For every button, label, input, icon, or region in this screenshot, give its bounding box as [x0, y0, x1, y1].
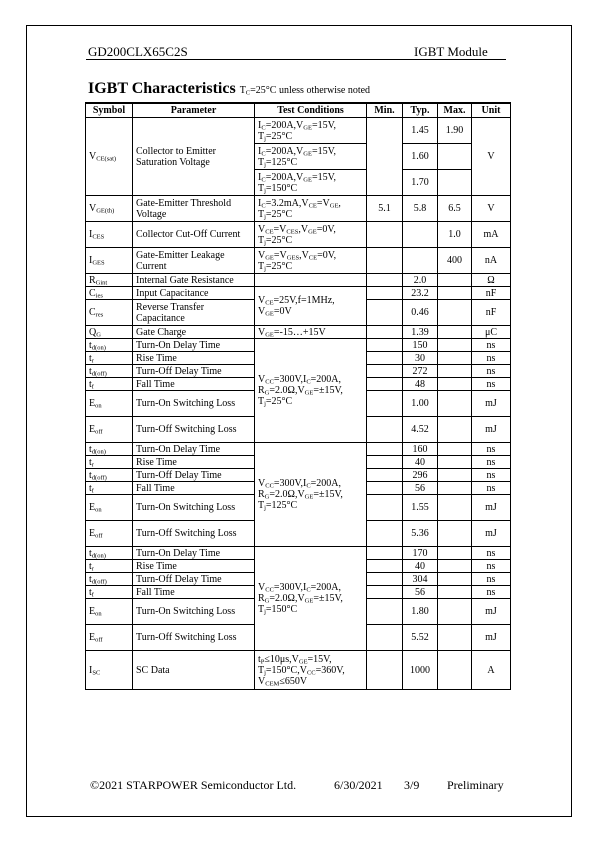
cell-typ: 40 — [403, 560, 438, 573]
cell-max — [438, 469, 472, 482]
cell-symbol: $E_{off}$ — [86, 417, 133, 443]
cell-parameter: SC Data — [133, 651, 255, 690]
cell-condition: $V_{CC}=300V,I_C=200A$, $R_G=2.0\Omega,V_{GE}=\pm 15V$, $T_j=125^\circ C$ — [255, 443, 367, 547]
footer-page-number: 3/9 — [404, 778, 420, 792]
cell-unit: mJ — [472, 521, 511, 547]
cell-symbol: $t_{d(off)}$ — [86, 469, 133, 482]
cell-min — [367, 443, 403, 456]
cell-typ: 1.70 — [403, 170, 438, 196]
cell-parameter: Collector Cut-Off Current — [133, 222, 255, 248]
table-row — [86, 248, 511, 274]
cell-min — [367, 482, 403, 495]
cell-max — [438, 287, 472, 300]
cell-parameter: Fall Time — [133, 378, 255, 391]
cell-condition: $I_C=200A,V_{GE}=15V$, $T_j=150^\circ C$ — [255, 170, 367, 196]
cell-min — [367, 352, 403, 365]
cell-typ: 150 — [403, 339, 438, 352]
cell-typ: 304 — [403, 573, 438, 586]
header-typ: Typ. — [403, 103, 438, 118]
cell-max — [438, 547, 472, 560]
cell-max — [438, 443, 472, 456]
table-row — [86, 651, 511, 690]
table-row — [86, 547, 511, 560]
cell-parameter: Rise Time — [133, 560, 255, 573]
cell-min — [367, 326, 403, 339]
cell-typ: 272 — [403, 365, 438, 378]
cell-typ: 296 — [403, 469, 438, 482]
table-header-row — [86, 103, 511, 118]
cell-parameter: Fall Time — [133, 482, 255, 495]
cell-typ: 170 — [403, 547, 438, 560]
cell-min — [367, 222, 403, 248]
cell-max — [438, 651, 472, 690]
cell-max — [438, 625, 472, 651]
cell-max — [438, 417, 472, 443]
cell-min — [367, 573, 403, 586]
cell-max — [438, 378, 472, 391]
cell-min — [367, 586, 403, 599]
cell-typ: 56 — [403, 586, 438, 599]
cell-parameter: Rise Time — [133, 456, 255, 469]
cell-max — [438, 482, 472, 495]
cell-min — [367, 300, 403, 326]
cell-min — [367, 651, 403, 690]
cell-unit: ns — [472, 456, 511, 469]
section-title-main: IGBT Characteristics — [88, 80, 236, 97]
cell-typ: 5.52 — [403, 625, 438, 651]
cell-condition — [255, 274, 367, 287]
cell-max — [438, 326, 472, 339]
cell-typ: 1.00 — [403, 391, 438, 417]
cell-symbol: $t_r$ — [86, 560, 133, 573]
cell-condition: $V_{GE}=-15\dots+15V$ — [255, 326, 367, 339]
cell-symbol: $t_{d(on)}$ — [86, 339, 133, 352]
cell-min — [367, 560, 403, 573]
cell-max: 1.0 — [438, 222, 472, 248]
cell-min — [367, 456, 403, 469]
cell-min — [367, 417, 403, 443]
cell-max — [438, 586, 472, 599]
cell-max: 1.90 — [438, 118, 472, 144]
cell-min — [367, 469, 403, 482]
cell-max — [438, 144, 472, 170]
cell-condition: $I_C=3.2mA,V_{CE}=V_{GE}$, $T_j=25^\circ C$ — [255, 196, 367, 222]
cell-symbol: $I_{SC}$ — [86, 651, 133, 690]
cell-typ: 4.52 — [403, 417, 438, 443]
cell-parameter: Turn-On Switching Loss — [133, 391, 255, 417]
cell-typ: 1.55 — [403, 495, 438, 521]
cell-max — [438, 170, 472, 196]
cell-unit: μC — [472, 326, 511, 339]
cell-typ — [403, 248, 438, 274]
cell-condition: $V_{CE}=V_{CES},V_{GE}=0V$, $T_j=25^\circ C$ — [255, 222, 367, 248]
cell-unit: A — [472, 651, 511, 690]
cell-typ: 1.60 — [403, 144, 438, 170]
cell-condition: $V_{CC}=300V,I_C=200A$, $R_G=2.0\Omega,V_{GE}=\pm 15V$, $T_j=150^\circ C$ — [255, 547, 367, 651]
cell-parameter: Turn-Off Delay Time — [133, 573, 255, 586]
header-unit: Unit — [472, 103, 511, 118]
cell-typ: 5.36 — [403, 521, 438, 547]
cell-max — [438, 391, 472, 417]
cell-condition: $V_{CC}=300V,I_C=200A$, $R_G=2.0\Omega,V_{GE}=\pm 15V$, $T_j=25^\circ C$ — [255, 339, 367, 443]
header-max: Max. — [438, 103, 472, 118]
cell-min — [367, 391, 403, 417]
cell-condition: $V_{CE}=25V,f=1MHz$, $V_{GE}=0V$ — [255, 287, 367, 326]
cell-min — [367, 547, 403, 560]
footer-status: Preliminary — [447, 778, 504, 792]
table-row — [86, 274, 511, 287]
cell-parameter: Turn-Off Delay Time — [133, 365, 255, 378]
cell-symbol: $C_{res}$ — [86, 300, 133, 326]
cell-symbol: $V_{CE(sat)}$ — [86, 118, 133, 196]
cell-typ — [403, 222, 438, 248]
cell-parameter: Input Capacitance — [133, 287, 255, 300]
cell-min — [367, 287, 403, 300]
cell-unit: Ω — [472, 274, 511, 287]
cell-unit: mJ — [472, 391, 511, 417]
cell-min — [367, 625, 403, 651]
cell-parameter: Rise Time — [133, 352, 255, 365]
cell-min: 5.1 — [367, 196, 403, 222]
cell-parameter: Turn-On Switching Loss — [133, 495, 255, 521]
cell-typ: 1000 — [403, 651, 438, 690]
cell-parameter: Turn-On Switching Loss — [133, 599, 255, 625]
cell-typ: 56 — [403, 482, 438, 495]
cell-symbol: $E_{on}$ — [86, 495, 133, 521]
cell-parameter: Turn-Off Delay Time — [133, 469, 255, 482]
footer-copyright: ©2021 STARPOWER Semiconductor Ltd. — [90, 778, 297, 792]
cell-symbol: $t_f$ — [86, 482, 133, 495]
cell-symbol: $E_{on}$ — [86, 599, 133, 625]
cell-symbol: $t_f$ — [86, 378, 133, 391]
cell-max — [438, 521, 472, 547]
cell-condition: $I_C=200A,V_{GE}=15V$, $T_j=25^\circ C$ — [255, 118, 367, 144]
cell-parameter: Gate-Emitter Leakage Current — [133, 248, 255, 274]
table-row — [86, 443, 511, 456]
section-title — [88, 80, 370, 98]
cell-max — [438, 339, 472, 352]
cell-max — [438, 352, 472, 365]
header-test-conditions: Test Conditions — [255, 103, 367, 118]
cell-unit: nA — [472, 248, 511, 274]
cell-symbol: $Q_G$ — [86, 326, 133, 339]
cell-unit: nF — [472, 300, 511, 326]
cell-unit: mJ — [472, 625, 511, 651]
cell-max — [438, 560, 472, 573]
cell-condition: $t_P\le 10\mu s,V_{GE}=15V$, $T_j=150^\circ C,V_{CC}=360V$, $V_{CEM}\le 650V$ — [255, 651, 367, 690]
cell-typ: 30 — [403, 352, 438, 365]
cell-typ: 1.45 — [403, 118, 438, 144]
cell-symbol: $t_{d(off)}$ — [86, 365, 133, 378]
cell-max — [438, 599, 472, 625]
table-row — [86, 339, 511, 352]
cell-max — [438, 300, 472, 326]
cell-typ: 160 — [403, 443, 438, 456]
cell-unit: ns — [472, 443, 511, 456]
cell-unit: ns — [472, 586, 511, 599]
cell-symbol: $t_{d(off)}$ — [86, 573, 133, 586]
cell-typ: 48 — [403, 378, 438, 391]
cell-unit: ns — [472, 365, 511, 378]
header-min: Min. — [367, 103, 403, 118]
cell-min — [367, 248, 403, 274]
cell-parameter: Turn-On Delay Time — [133, 339, 255, 352]
cell-unit: V — [472, 196, 511, 222]
cell-typ: 1.39 — [403, 326, 438, 339]
cell-min — [367, 365, 403, 378]
cell-typ: 5.8 — [403, 196, 438, 222]
cell-min — [367, 378, 403, 391]
switching-section — [86, 339, 511, 651]
cell-parameter: Gate-Emitter Threshold Voltage — [133, 196, 255, 222]
cell-symbol: $I_{CES}$ — [86, 222, 133, 248]
cell-symbol: $E_{off}$ — [86, 521, 133, 547]
cell-min — [367, 495, 403, 521]
cell-unit: mJ — [472, 495, 511, 521]
cell-max — [438, 274, 472, 287]
cell-parameter: Reverse Transfer Capacitance — [133, 300, 255, 326]
cell-symbol: $V_{GE(th)}$ — [86, 196, 133, 222]
cell-symbol: $t_{d(on)}$ — [86, 547, 133, 560]
table-row — [86, 287, 511, 300]
cell-unit: ns — [472, 573, 511, 586]
cell-parameter: Turn-Off Switching Loss — [133, 417, 255, 443]
cell-min — [367, 274, 403, 287]
cell-typ: 2.0 — [403, 274, 438, 287]
cell-condition: $I_C=200A,V_{GE}=15V$, $T_j=125^\circ C$ — [255, 144, 367, 170]
cell-max: 6.5 — [438, 196, 472, 222]
table-row — [86, 196, 511, 222]
cell-symbol: $E_{on}$ — [86, 391, 133, 417]
cell-symbol: $C_{ies}$ — [86, 287, 133, 300]
cell-unit: ns — [472, 339, 511, 352]
cell-symbol: $E_{off}$ — [86, 625, 133, 651]
cell-typ: 0.46 — [403, 300, 438, 326]
cell-symbol: $I_{GES}$ — [86, 248, 133, 274]
cell-parameter: Turn-Off Switching Loss — [133, 625, 255, 651]
table-row — [86, 118, 511, 144]
cell-max — [438, 365, 472, 378]
table-row — [86, 326, 511, 339]
cell-symbol: $t_r$ — [86, 352, 133, 365]
cell-unit: ns — [472, 482, 511, 495]
cell-max — [438, 495, 472, 521]
cell-unit: V — [472, 118, 511, 196]
footer-date: 6/30/2021 — [334, 778, 383, 792]
header-divider — [86, 59, 506, 60]
cell-parameter: Gate Charge — [133, 326, 255, 339]
cell-min — [367, 118, 403, 196]
cell-min — [367, 339, 403, 352]
cell-unit: ns — [472, 560, 511, 573]
cell-unit: ns — [472, 378, 511, 391]
cell-typ: 1.80 — [403, 599, 438, 625]
cell-condition: $V_{GE}=V_{GES},V_{CE}=0V$, $T_j=25^\circ C$ — [255, 248, 367, 274]
cell-min — [367, 599, 403, 625]
cell-symbol: $t_f$ — [86, 586, 133, 599]
cell-max — [438, 456, 472, 469]
cell-max — [438, 573, 472, 586]
cell-unit: mA — [472, 222, 511, 248]
table-row — [86, 222, 511, 248]
cell-unit: mJ — [472, 417, 511, 443]
cell-parameter: Collector to Emitter Saturation Voltage — [133, 118, 255, 196]
cell-unit: ns — [472, 547, 511, 560]
cell-min — [367, 521, 403, 547]
section-title-condition: $T_C=25^\circ C$ unless otherwise noted — [239, 85, 371, 97]
cell-parameter: Fall Time — [133, 586, 255, 599]
cell-parameter: Turn-Off Switching Loss — [133, 521, 255, 547]
cell-parameter: Turn-On Delay Time — [133, 443, 255, 456]
header-parameter: Parameter — [133, 103, 255, 118]
header-product-type: IGBT Module — [414, 44, 488, 59]
cell-symbol: $t_r$ — [86, 456, 133, 469]
igbt-characteristics-table — [85, 102, 511, 690]
cell-unit: nF — [472, 287, 511, 300]
cell-parameter: Turn-On Delay Time — [133, 547, 255, 560]
header-part-number: GD200CLX65C2S — [88, 44, 188, 59]
cell-max: 400 — [438, 248, 472, 274]
header-symbol: Symbol — [86, 103, 133, 118]
cell-symbol: $t_{d(on)}$ — [86, 443, 133, 456]
cell-unit: mJ — [472, 599, 511, 625]
cell-unit: ns — [472, 352, 511, 365]
cell-parameter: Internal Gate Resistance — [133, 274, 255, 287]
cell-unit: ns — [472, 469, 511, 482]
cell-typ: 40 — [403, 456, 438, 469]
cell-typ: 23.2 — [403, 287, 438, 300]
cell-symbol: $R_{Gint}$ — [86, 274, 133, 287]
